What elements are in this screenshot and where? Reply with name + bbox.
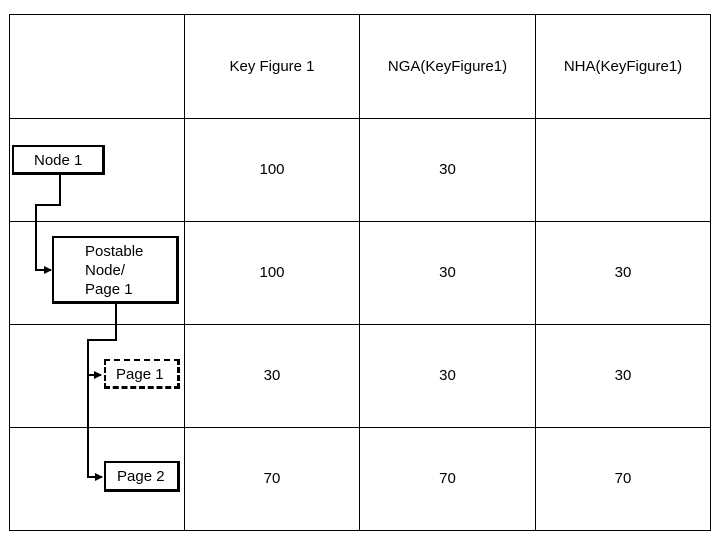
table-cell-row1-nga: 30 <box>439 161 456 178</box>
connector-postable-to-page2 <box>88 375 102 477</box>
postable-node-label-line1: Postable <box>85 243 144 260</box>
table-cell-row1-key-figure: 100 <box>259 161 285 178</box>
page-2-box <box>104 461 180 492</box>
postable-node-box <box>52 236 179 304</box>
table-cell-row4-nha: 70 <box>614 470 632 487</box>
table-cell-row3-nha: 30 <box>614 367 632 384</box>
table-cell-row4-key-figure: 70 <box>263 470 281 487</box>
page-1-label: Page 1 <box>116 366 164 383</box>
node-1-label: Node 1 <box>34 152 83 169</box>
table-cell-row2-key-figure: 100 <box>259 264 285 281</box>
postable-node-label-line3: Page 1 <box>85 281 133 298</box>
table-cell-row3-nga: 30 <box>439 367 456 384</box>
page-1-box <box>104 359 180 389</box>
page-2-label: Page 2 <box>117 468 165 485</box>
table-cell-row2-nga: 30 <box>439 264 456 281</box>
node-1-box <box>12 145 105 175</box>
postable-node-label-line2: Node/ <box>85 262 126 279</box>
column-header-key-figure-1: Key Figure 1 <box>229 58 315 75</box>
table-cell-row3-key-figure: 30 <box>263 367 281 384</box>
table-cell-row4-nga: 70 <box>439 470 456 487</box>
column-header-nha: NHA(KeyFigure1) <box>563 58 683 75</box>
table-cell-row2-nha: 30 <box>614 264 632 281</box>
column-header-nga: NGA(KeyFigure1) <box>387 58 508 75</box>
